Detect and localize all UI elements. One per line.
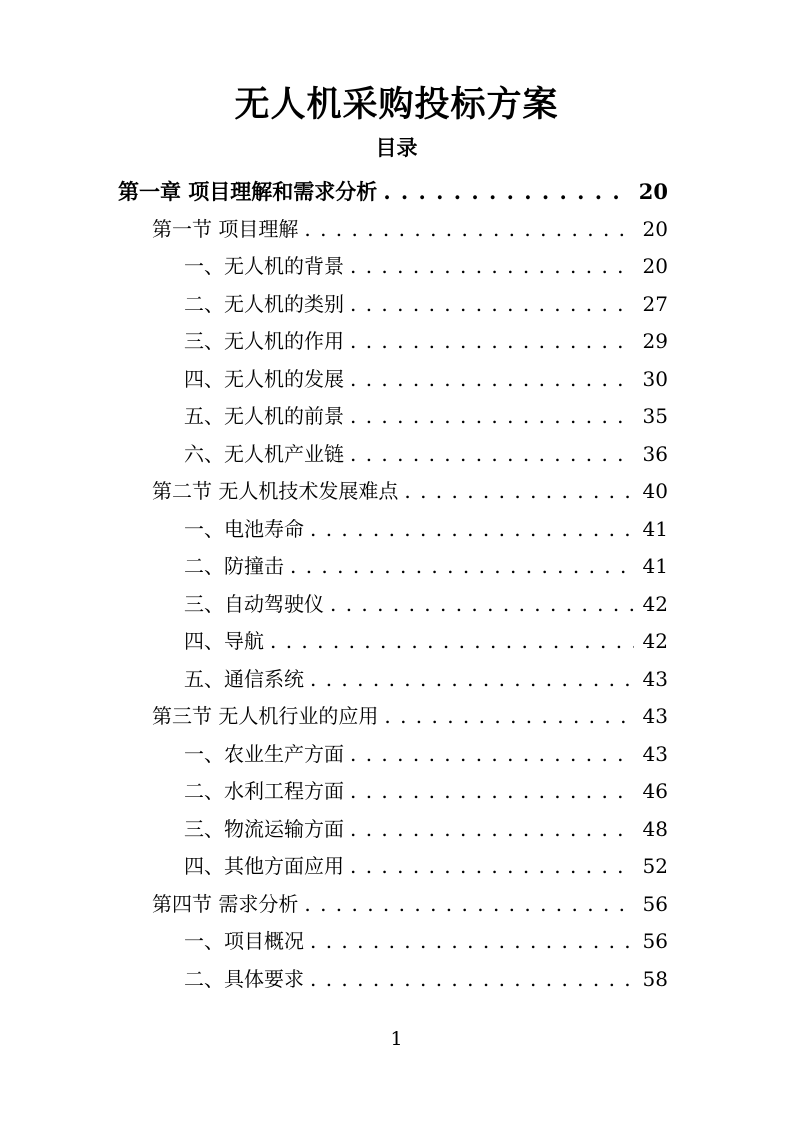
toc-entry-label: 二、具体要求 — [184, 966, 304, 991]
toc-entry[interactable] — [0, 286, 668, 324]
toc-entry-page-number: 20 — [642, 216, 668, 241]
toc-dot-leader — [310, 961, 634, 999]
toc-entry-page-number: 43 — [642, 704, 668, 728]
toc-entry[interactable] — [0, 848, 668, 886]
toc-entry[interactable] — [0, 473, 668, 511]
toc-entry-label: 第四节 需求分析 — [152, 891, 299, 916]
document-title: 无人机采购投标方案 — [234, 84, 559, 125]
toc-entry[interactable] — [0, 548, 668, 586]
toc-entry[interactable] — [0, 586, 668, 624]
toc-dot-leader — [304, 886, 633, 924]
toc-entry-page-number: 52 — [642, 854, 668, 878]
toc-dot-leader — [290, 548, 634, 586]
toc-entry[interactable] — [0, 698, 668, 736]
toc-entry[interactable] — [0, 923, 668, 961]
toc-entry-label: 第二节 无人机技术发展难点 — [152, 479, 399, 503]
toc-dot-leader — [330, 586, 634, 624]
toc-entry-label: 五、无人机的前景 — [184, 404, 344, 428]
toc-entry[interactable] — [0, 211, 668, 249]
toc-entry-label: 三、无人机的作用 — [184, 329, 344, 353]
toc-entry-label: 四、其他方面应用 — [184, 854, 344, 878]
toc-dot-leader — [350, 811, 634, 849]
toc-entry-page-number: 58 — [642, 966, 668, 991]
toc-entry[interactable] — [0, 661, 668, 699]
toc-entry-label: 一、农业生产方面 — [184, 741, 344, 766]
toc-entry[interactable] — [0, 886, 668, 924]
toc-entry-label: 五、通信系统 — [184, 666, 304, 691]
toc-dot-leader — [384, 698, 633, 736]
toc-entry-page-number: 41 — [642, 554, 668, 578]
toc-entry[interactable] — [0, 623, 668, 661]
toc-dot-leader — [310, 511, 634, 549]
toc-dot-leader — [310, 661, 634, 699]
toc-dot-leader — [350, 848, 634, 886]
toc-entry-label: 第一章 项目理解和需求分析 — [118, 179, 378, 204]
toc-entry-page-number: 43 — [642, 741, 668, 766]
toc-entry[interactable] — [0, 961, 668, 999]
toc-dot-leader — [350, 436, 634, 474]
toc-entry-label: 二、无人机的类别 — [184, 291, 344, 316]
toc-entry-page-number: 56 — [642, 891, 668, 916]
toc-dot-leader — [350, 286, 634, 324]
toc-entry[interactable] — [0, 436, 668, 474]
toc-entry-label: 四、无人机的发展 — [184, 366, 344, 391]
toc-entry-page-number: 41 — [642, 516, 668, 541]
toc-entry-page-number: 35 — [642, 404, 668, 428]
toc-entry[interactable] — [0, 511, 668, 549]
toc-entry-label: 一、无人机的背景 — [184, 254, 344, 278]
toc-entry-page-number: 27 — [642, 291, 668, 316]
toc-dot-leader — [350, 323, 634, 361]
toc-dot-leader — [350, 398, 634, 436]
toc-entry[interactable] — [0, 173, 668, 211]
toc-entry-label: 一、电池寿命 — [184, 516, 304, 541]
toc-dot-leader — [383, 173, 629, 211]
toc-entry-label: 三、自动驾驶仪 — [184, 591, 324, 616]
toc-entry-page-number: 29 — [642, 329, 668, 353]
toc-entry-label: 一、项目概况 — [184, 929, 304, 953]
toc-entry-page-number: 43 — [642, 666, 668, 691]
toc-entry-page-number: 48 — [642, 816, 668, 841]
toc-entry-label: 三、物流运输方面 — [184, 816, 344, 841]
toc-dot-leader — [350, 773, 634, 811]
toc-entry-label: 四、导航 — [184, 629, 264, 653]
toc-dot-leader — [350, 248, 634, 286]
toc-entry[interactable] — [0, 323, 668, 361]
toc-dot-leader — [310, 923, 634, 961]
toc-entry-page-number: 42 — [642, 591, 668, 616]
toc-dot-leader — [404, 473, 633, 511]
toc-entry-page-number: 46 — [642, 779, 668, 803]
toc-entry[interactable] — [0, 248, 668, 286]
toc-entry-label: 六、无人机产业链 — [184, 441, 344, 466]
toc-entry[interactable] — [0, 736, 668, 774]
toc-entry[interactable] — [0, 773, 668, 811]
toc-entry-label: 二、水利工程方面 — [184, 779, 344, 803]
toc-entry-page-number: 42 — [642, 629, 668, 653]
toc-dot-leader — [270, 623, 634, 661]
toc-entry-page-number: 56 — [642, 929, 668, 953]
toc-dot-leader — [350, 361, 634, 399]
toc-entry-page-number: 20 — [642, 254, 668, 278]
toc-heading: 目录 — [375, 135, 418, 160]
toc-entry[interactable] — [0, 811, 668, 849]
toc-entry[interactable] — [0, 361, 668, 399]
toc-entry-label: 第一节 项目理解 — [152, 216, 299, 241]
toc-dot-leader — [304, 211, 633, 249]
toc-entry-page-number: 30 — [642, 366, 668, 391]
page-number-footer: 1 — [390, 1028, 403, 1050]
toc-entry-page-number: 36 — [642, 441, 668, 466]
toc-entry-page-number: 40 — [642, 479, 668, 503]
toc-dot-leader — [350, 736, 634, 774]
table-of-contents — [0, 173, 793, 998]
toc-entry-label: 二、防撞击 — [184, 554, 284, 578]
toc-entry-label: 第三节 无人机行业的应用 — [152, 704, 379, 728]
toc-entry-page-number: 20 — [638, 179, 668, 204]
toc-entry[interactable] — [0, 398, 668, 436]
